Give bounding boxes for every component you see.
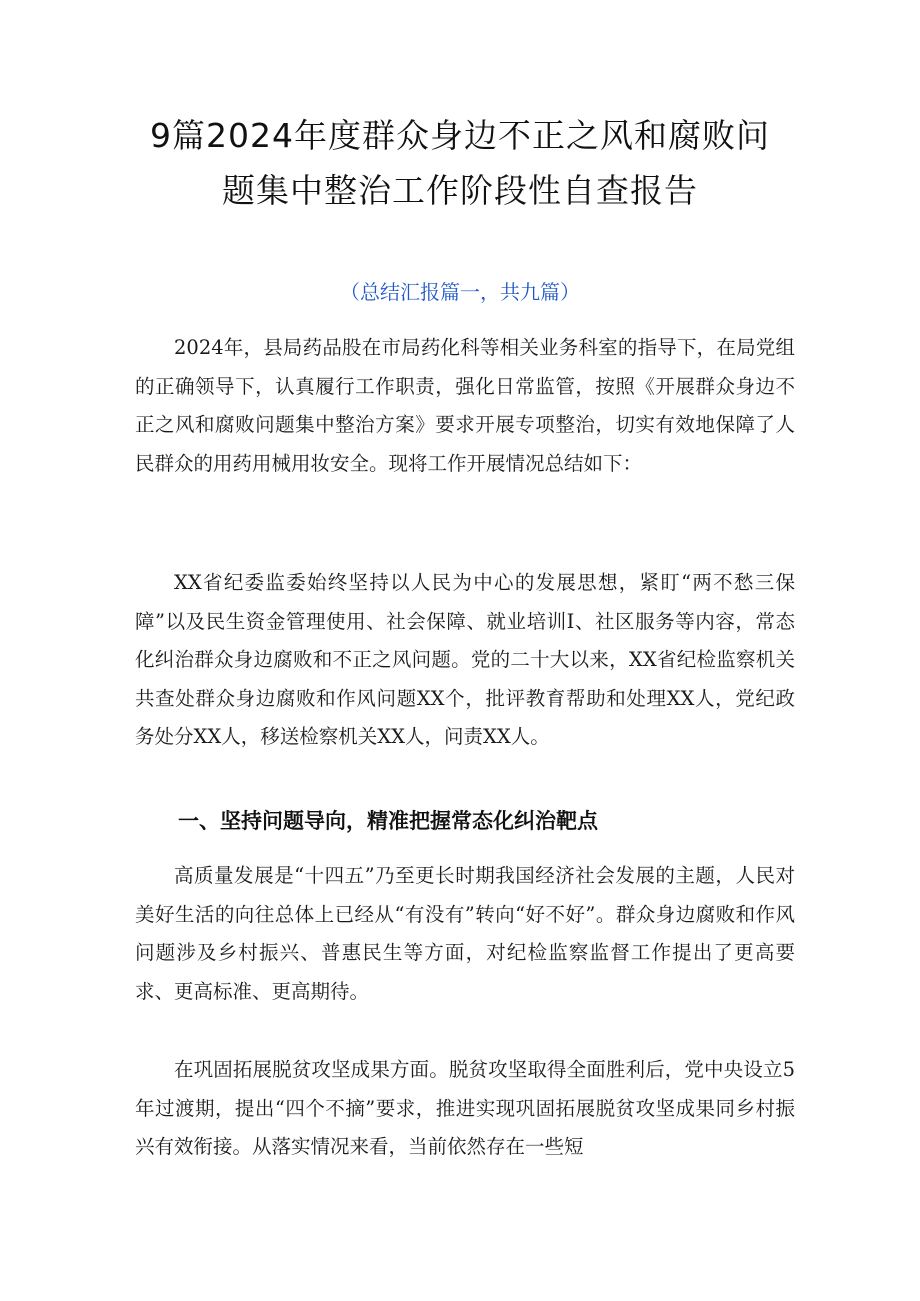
title-line-1: 9篇2024年度群众身边不正之风和腐败问	[150, 116, 770, 155]
document-subtitle: （总结汇报篇一，共九篇）	[340, 280, 580, 304]
paragraph-intro: 2024年，县局药品股在市局药化科等相关业务科室的指导下，在局党组的正确领导下，认真履行工作职责，强化日常监管，按照《开展群众身边不正之风和腐败问题集中整治方案》要求开展专项整治，切实有效地保障了人民群众的用药用械用妆安全。现将工作开展情况总结如下：	[135, 336, 795, 475]
section-paragraph: 高质量发展是“十四五”乃至更长时期我国经济社会发展的主题，人民对美好生活的向往总体上已经从“有没有”转向“好不好”。群众身边腐败和作风问题涉及乡村振兴、普惠民生等方面，对纪检监察监督工作提出了更高要求、更高标准、更高期待。	[135, 864, 795, 1003]
document-title	[120, 108, 800, 218]
title-line-2: 题集中整治工作阶段性自查报告	[222, 171, 698, 210]
section-heading: 一、坚持问题导向，精准把握常态化纠治靶点	[178, 809, 598, 833]
paragraph-background: XX省纪委监委始终坚持以人民为中心的发展思想，紧盯“两不愁三保障”以及民生资金管理使用、社会保障、就业培训I、社区服务等内容，常态化纠治群众身边腐败和不正之风问题。党的二十大以来，XX省纪检监察机关共查处群众身边腐败和作风问题XX个，批评教育帮助和处理XX人，党纪政务处分XX人，移送检察机关XX人，问责XX人。	[135, 571, 795, 748]
section-paragraph: 在巩固拓展脱贫攻坚成果方面。脱贫攻坚取得全面胜利后，党中央设立5年过渡期，提出“四个不摘”要求，推进实现巩固拓展脱贫攻坚成果同乡村振兴有效衔接。从落实情况来看，当前依然存在一些短	[135, 1058, 795, 1158]
